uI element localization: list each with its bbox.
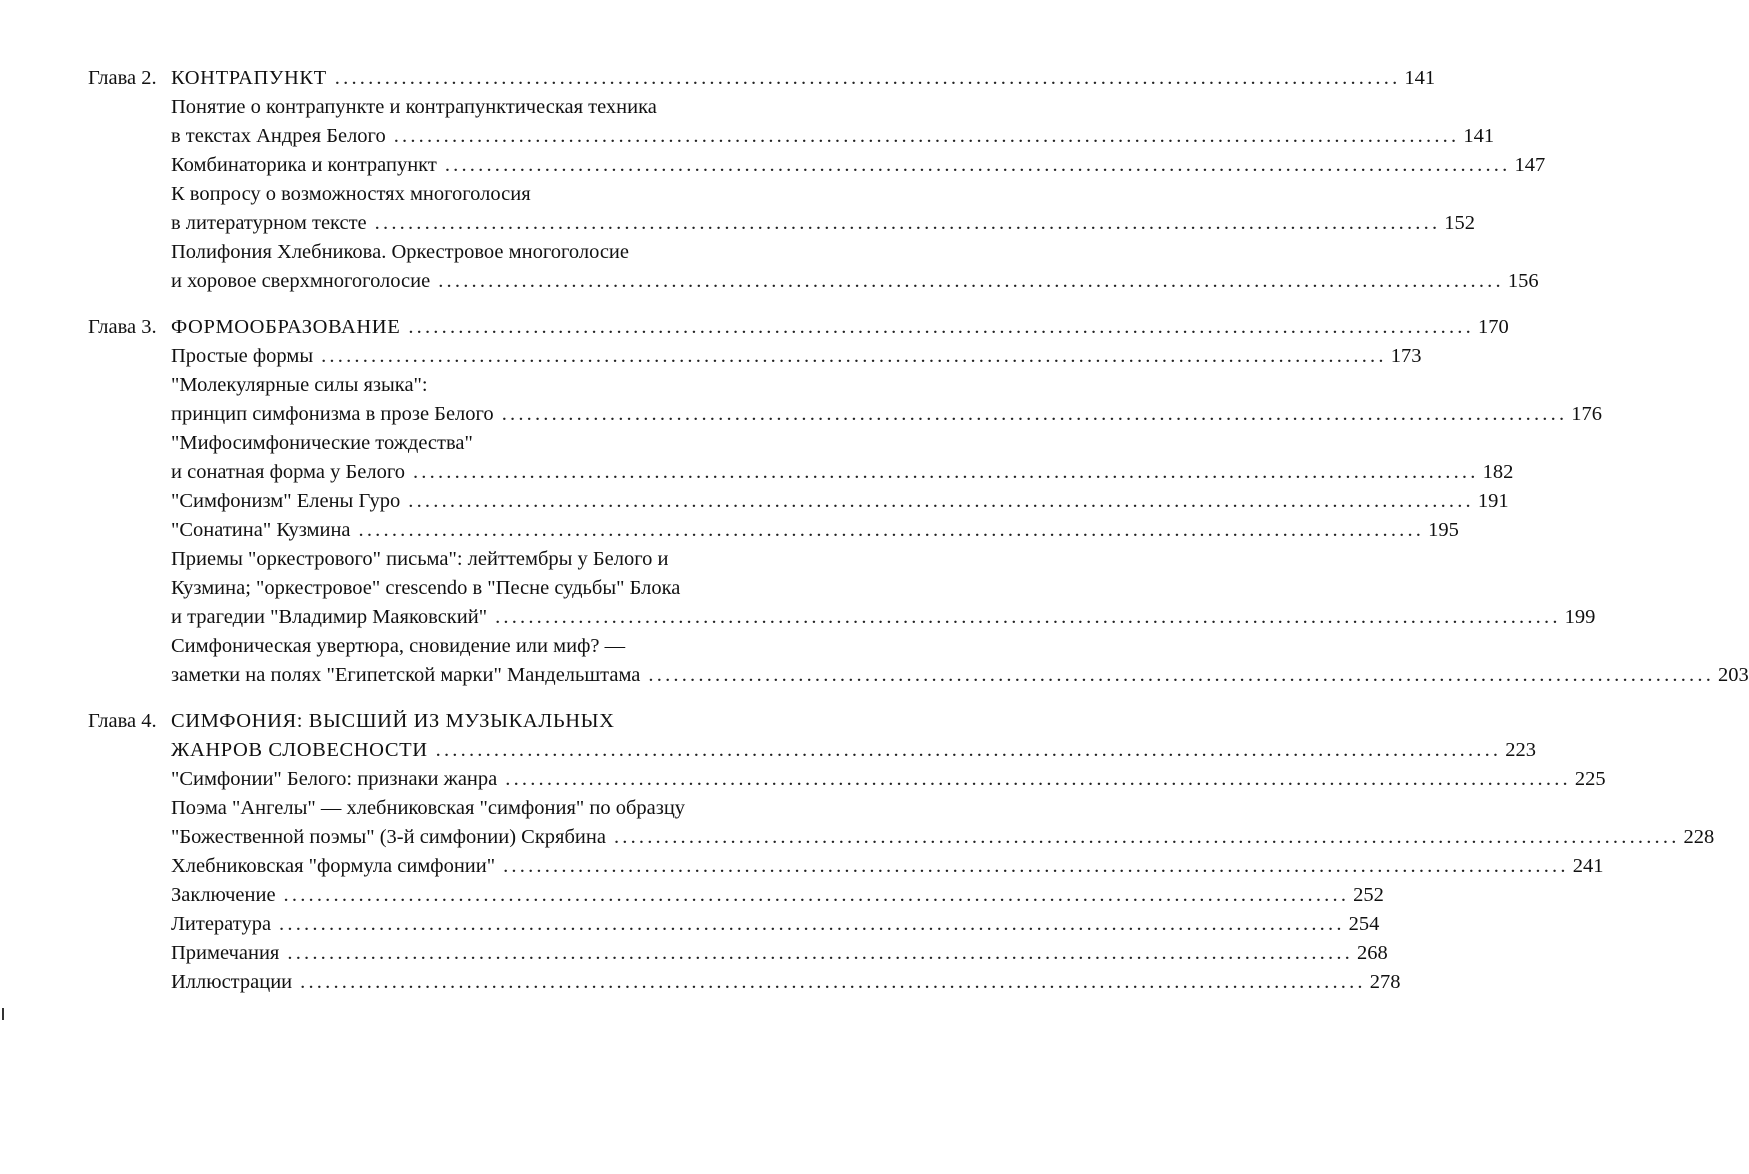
entry-title: и сонатная форма у Белого	[171, 461, 405, 483]
entry-title: и трагедии "Владимир Маяковский"	[171, 606, 488, 628]
dot-leader: ................................................................................................................................	[495, 606, 1561, 628]
dot-leader: ................................................................................................................................	[613, 826, 1680, 848]
entry-title: в текстах Андрея Белого	[171, 125, 386, 147]
page-number: 173	[1390, 345, 1422, 367]
entry-title-line: Симфоническая увертюра, сновидение или миф? —	[171, 635, 626, 657]
dot-leader: ................................................................................................................................	[393, 125, 1460, 147]
page-number: 278	[1369, 971, 1401, 993]
page-number: 268	[1356, 942, 1388, 964]
entry-title-line: К вопросу о возможностях многоголосия	[171, 183, 531, 205]
chapter-label: Глава 2.	[88, 67, 157, 89]
dot-leader: ................................................................................................................................	[648, 664, 1715, 686]
toc-entry-row	[171, 823, 1715, 852]
table-of-contents	[0, 64, 1749, 1014]
entry-title: принцип симфонизма в прозе Белого	[171, 403, 494, 425]
dot-leader: ................................................................................................................................	[503, 855, 1569, 877]
dot-leader: ................................................................................................................................	[279, 913, 1345, 935]
entry-title: Простые формы	[171, 345, 314, 367]
entry-title-line: Поэма "Ангелы" — хлебниковская "симфония" по образцу	[171, 797, 686, 819]
page-number: 182	[1482, 461, 1514, 483]
chapter-title-line: СИМФОНИЯ: ВЫСШИЙ ИЗ МУЗЫКАЛЬНЫХ	[171, 710, 615, 732]
toc-entry-row	[171, 487, 1509, 516]
page-number: 228	[1683, 826, 1715, 848]
dot-leader: ................................................................................................................................	[408, 490, 1474, 512]
toc-entry-row	[171, 122, 1495, 151]
toc-entry-row	[171, 852, 1604, 881]
toc-entry-row	[171, 342, 1422, 371]
page-number: 195	[1428, 519, 1459, 541]
chapter-heading-row	[171, 313, 1509, 342]
chapter-heading-row	[171, 64, 1436, 93]
entry-title: заметки на полях "Египетской марки" Мандельштама	[171, 664, 641, 686]
entry-title: Хлебниковская "формула симфонии"	[171, 855, 496, 877]
chapter-title: КОНТРАПУНКТ	[171, 67, 327, 89]
toc-entry-row	[171, 968, 1401, 997]
dot-leader: ................................................................................................................................	[358, 519, 1425, 541]
chapter-block	[0, 313, 1749, 690]
toc-entry-row	[171, 881, 1384, 910]
toc-entry-row	[171, 765, 1606, 794]
dot-leader: ................................................................................................................................	[438, 270, 1504, 292]
chapter-label: Глава 3.	[88, 316, 157, 338]
dot-leader: ................................................................................................................................	[501, 403, 1568, 425]
chapter-title: ЖАНРОВ СЛОВЕСНОСТИ	[171, 739, 428, 761]
entry-title-line: Полифония Хлебникова. Оркестровое многоголосие	[171, 241, 630, 263]
dot-leader: ................................................................................................................................	[334, 67, 1401, 89]
entry-title: "Симфонии" Белого: признаки жанра	[171, 768, 498, 790]
entry-title: "Божественной поэмы" (3-й симфонии) Скрябина	[171, 826, 606, 848]
chapter-block	[0, 707, 1715, 997]
toc-entry-row	[171, 603, 1596, 632]
page-number: 147	[1514, 154, 1546, 176]
chapter-entries	[171, 707, 1715, 997]
page-number: 170	[1477, 316, 1509, 338]
page-number: 156	[1507, 270, 1539, 292]
entry-title-line: "Молекулярные силы языка":	[171, 374, 428, 396]
entry-title: Заключение	[171, 884, 276, 906]
entry-title-line: "Мифосимфонические тождества"	[171, 432, 473, 454]
dot-leader: ................................................................................................................................	[374, 212, 1441, 234]
chapter-heading-row	[171, 736, 1536, 765]
chapter-entries	[171, 313, 1749, 690]
page-number: 252	[1353, 884, 1384, 906]
page-number: 199	[1564, 606, 1596, 628]
page-number: 141	[1463, 125, 1495, 147]
toc-entry-row	[171, 910, 1380, 939]
dot-leader: ................................................................................................................................	[287, 942, 1353, 964]
chapter-label: Глава 4.	[88, 710, 157, 732]
toc-entry-row	[171, 267, 1539, 296]
page-number: 254	[1348, 913, 1380, 935]
page-number: 141	[1404, 67, 1436, 89]
page-number: 191	[1477, 490, 1509, 512]
entry-title: и хоровое сверхмногоголосие	[171, 270, 431, 292]
toc-entry-row	[171, 939, 1388, 968]
dot-leader: ................................................................................................................................	[444, 154, 1511, 176]
page-number: 241	[1572, 855, 1604, 877]
toc-entry-row	[171, 458, 1514, 487]
page-number: 223	[1505, 739, 1536, 761]
toc-entry-row	[171, 400, 1603, 429]
dot-leader: ................................................................................................................................	[435, 739, 1502, 761]
toc-entry-row	[171, 209, 1476, 238]
chapter-block	[0, 64, 1546, 296]
entry-title: Комбинаторика и контрапункт	[171, 154, 437, 176]
entry-title: "Симфонизм" Елены Гуро	[171, 490, 401, 512]
dot-leader: ................................................................................................................................	[505, 768, 1571, 790]
dot-leader: ................................................................................................................................	[283, 884, 1350, 906]
page-number: 203	[1718, 664, 1749, 686]
toc-entry-row	[171, 151, 1546, 180]
entry-title-line: Кузмина; "оркестровое" crescendo в "Песне судьбы" Блока	[171, 577, 681, 599]
dot-leader: ................................................................................................................................	[321, 345, 1387, 367]
chapter-title: ФОРМООБРАЗОВАНИЕ	[171, 316, 401, 338]
toc-entry-row	[171, 661, 1749, 690]
entry-title-line: Приемы "оркестрового" письма": лейттембры у Белого и	[171, 548, 669, 570]
entry-title: Иллюстрации	[171, 971, 293, 993]
scan-mark	[2, 1008, 4, 1020]
dot-leader: ................................................................................................................................	[412, 461, 1479, 483]
entry-title: в литературном тексте	[171, 212, 367, 234]
page-number: 176	[1571, 403, 1603, 425]
toc-entry-row	[171, 516, 1459, 545]
page-number: 225	[1574, 768, 1606, 790]
entry-title: "Сонатина" Кузмина	[171, 519, 351, 541]
entry-title-line: Понятие о контрапункте и контрапунктическая техника	[171, 96, 657, 118]
entry-title: Литература	[171, 913, 272, 935]
chapter-entries	[171, 64, 1546, 296]
dot-leader: ................................................................................................................................	[408, 316, 1474, 338]
dot-leader: ................................................................................................................................	[300, 971, 1366, 993]
page-number: 152	[1444, 212, 1476, 234]
entry-title: Примечания	[171, 942, 280, 964]
